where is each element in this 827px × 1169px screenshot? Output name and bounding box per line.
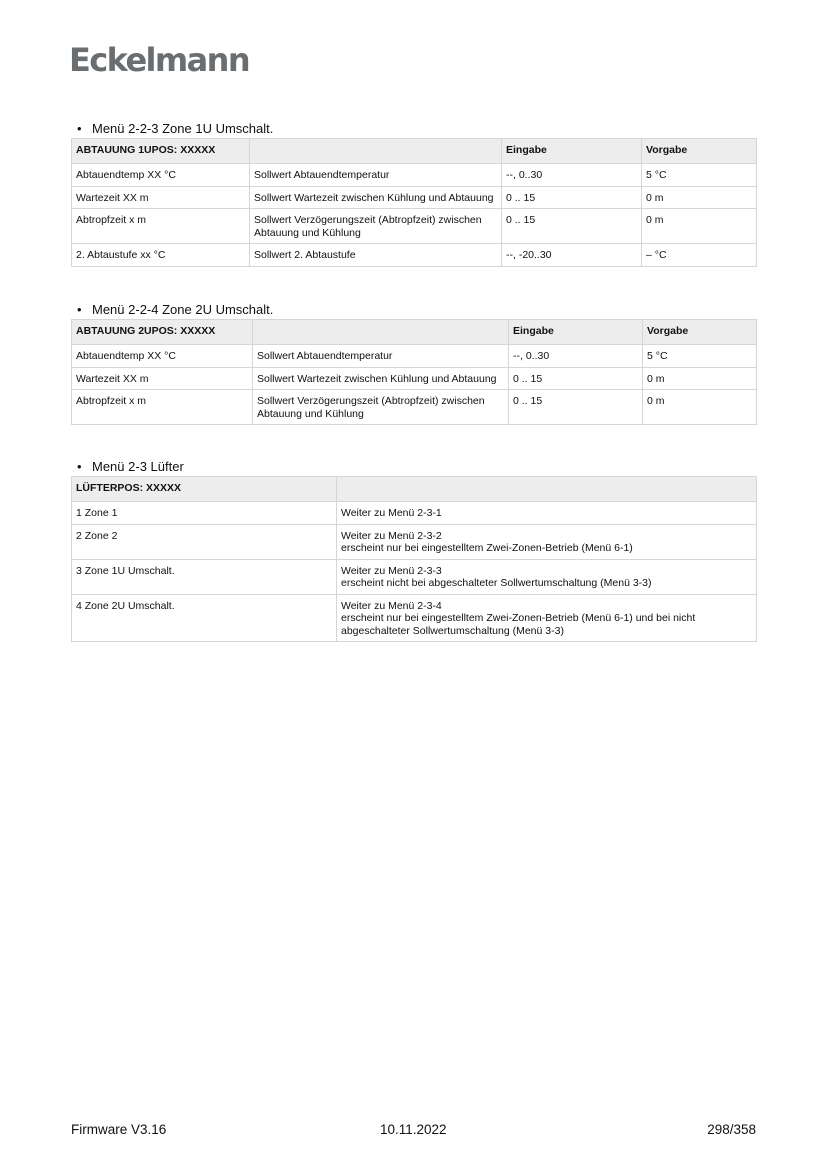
column-header: ABTAUUNG 2UPOS: XXXXX [72,320,253,345]
table-row [72,502,757,525]
table-cell: Sollwert Abtauendtemperatur [253,345,509,368]
table-cell: 5 °C [643,345,757,368]
settings-table-zone-1u [71,138,757,267]
table-cell [337,502,757,525]
column-header [253,320,509,345]
table-header-row [72,320,757,345]
table-cell: 0 .. 15 [509,390,643,425]
table-cell: Abtropfzeit x m [72,209,250,244]
table-cell: --, 0..30 [509,345,643,368]
table-cell: --, -20..30 [502,244,642,267]
table-row [72,367,757,390]
settings-table-zone-2u [71,319,757,425]
column-header: Vorgabe [642,139,757,164]
table-cell: Wartezeit XX m [72,186,250,209]
table-cell: 5 °C [642,164,757,187]
cell-line: Weiter zu Menü 2-3-3 [341,564,442,577]
table-cell: Sollwert 2. Abtaustufe [250,244,502,267]
table-cell: Abtauendtemp XX °C [72,345,253,368]
table-cell: Wartezeit XX m [72,367,253,390]
table-row [72,164,757,187]
column-header [337,477,757,502]
cell-note: erscheint nur bei eingestelltem Zwei-Zonen-Betrieb (Menü 6-1) und bei nicht abgeschalteter Sollwertumschaltung (Menü 3-3) [341,612,696,637]
column-header: ABTAUUNG 1UPOS: XXXXX [72,139,250,164]
section-zone-2u [71,302,756,425]
section-title: • Menü 2-2-4 Zone 2U Umschalt. [77,302,274,317]
table-cell: 0 .. 15 [502,186,642,209]
table-cell: Sollwert Verzögerungszeit (Abtropfzeit) zwischen Abtauung und Kühlung [250,209,502,244]
eckelmann-logo: Eckelmann [69,41,250,79]
firmware-version: Firmware V3.16 [71,1122,167,1137]
table-cell: 0 .. 15 [502,209,642,244]
column-header: Eingabe [502,139,642,164]
document-date: 10.11.2022 [380,1122,447,1137]
table-cell: Sollwert Abtauendtemperatur [250,164,502,187]
cell-note: erscheint nur bei eingestelltem Zwei-Zonen-Betrieb (Menü 6-1) [341,542,633,554]
table-cell: 4 Zone 2U Umschalt. [72,594,337,642]
table-header-row [72,139,757,164]
section-title: • Menü 2-3 Lüfter [77,459,184,474]
table-cell: Sollwert Wartezeit zwischen Kühlung und Abtauung [250,186,502,209]
table-cell: 1 Zone 1 [72,502,337,525]
section-luefter [71,459,756,642]
table-cell: Sollwert Verzögerungszeit (Abtropfzeit) zwischen Abtauung und Kühlung [253,390,509,425]
table-cell: Sollwert Wartezeit zwischen Kühlung und Abtauung [253,367,509,390]
table-cell: 0 m [642,186,757,209]
table-header-row [72,477,757,502]
table-cell: 2 Zone 2 [72,524,337,559]
column-header: Eingabe [509,320,643,345]
table-row [72,186,757,209]
table-cell: 3 Zone 1U Umschalt. [72,559,337,594]
table-row [72,390,757,425]
table-cell: 0 m [643,367,757,390]
cell-line: Weiter zu Menü 2-3-1 [341,507,442,519]
table-cell: Abtauendtemp XX °C [72,164,250,187]
cell-line: Weiter zu Menü 2-3-2 [341,529,442,542]
column-header [250,139,502,164]
column-header: Vorgabe [643,320,757,345]
table-cell [337,524,757,559]
cell-line: Weiter zu Menü 2-3-4 [341,599,442,612]
page-number: 298/358 [707,1122,756,1137]
table-cell: 0 m [643,390,757,425]
table-cell: 0 .. 15 [509,367,643,390]
table-cell: 2. Abtaustufe xx °C [72,244,250,267]
table-cell: – °C [642,244,757,267]
section-title: • Menü 2-2-3 Zone 1U Umschalt. [77,121,274,136]
table-row [72,559,757,594]
table-row [72,594,757,642]
table-cell: 0 m [642,209,757,244]
cell-note: erscheint nicht bei abgeschalteter Sollwertumschaltung (Menü 3-3) [341,577,652,589]
table-row [72,209,757,244]
table-cell [337,594,757,642]
table-row [72,524,757,559]
column-header: LÜFTERPOS: XXXXX [72,477,337,502]
table-cell [337,559,757,594]
page-footer [71,1122,756,1140]
section-zone-1u [71,121,756,267]
table-cell: Abtropfzeit x m [72,390,253,425]
table-row [72,345,757,368]
table-row [72,244,757,267]
table-cell: --, 0..30 [502,164,642,187]
menu-table-luefter [71,476,757,642]
